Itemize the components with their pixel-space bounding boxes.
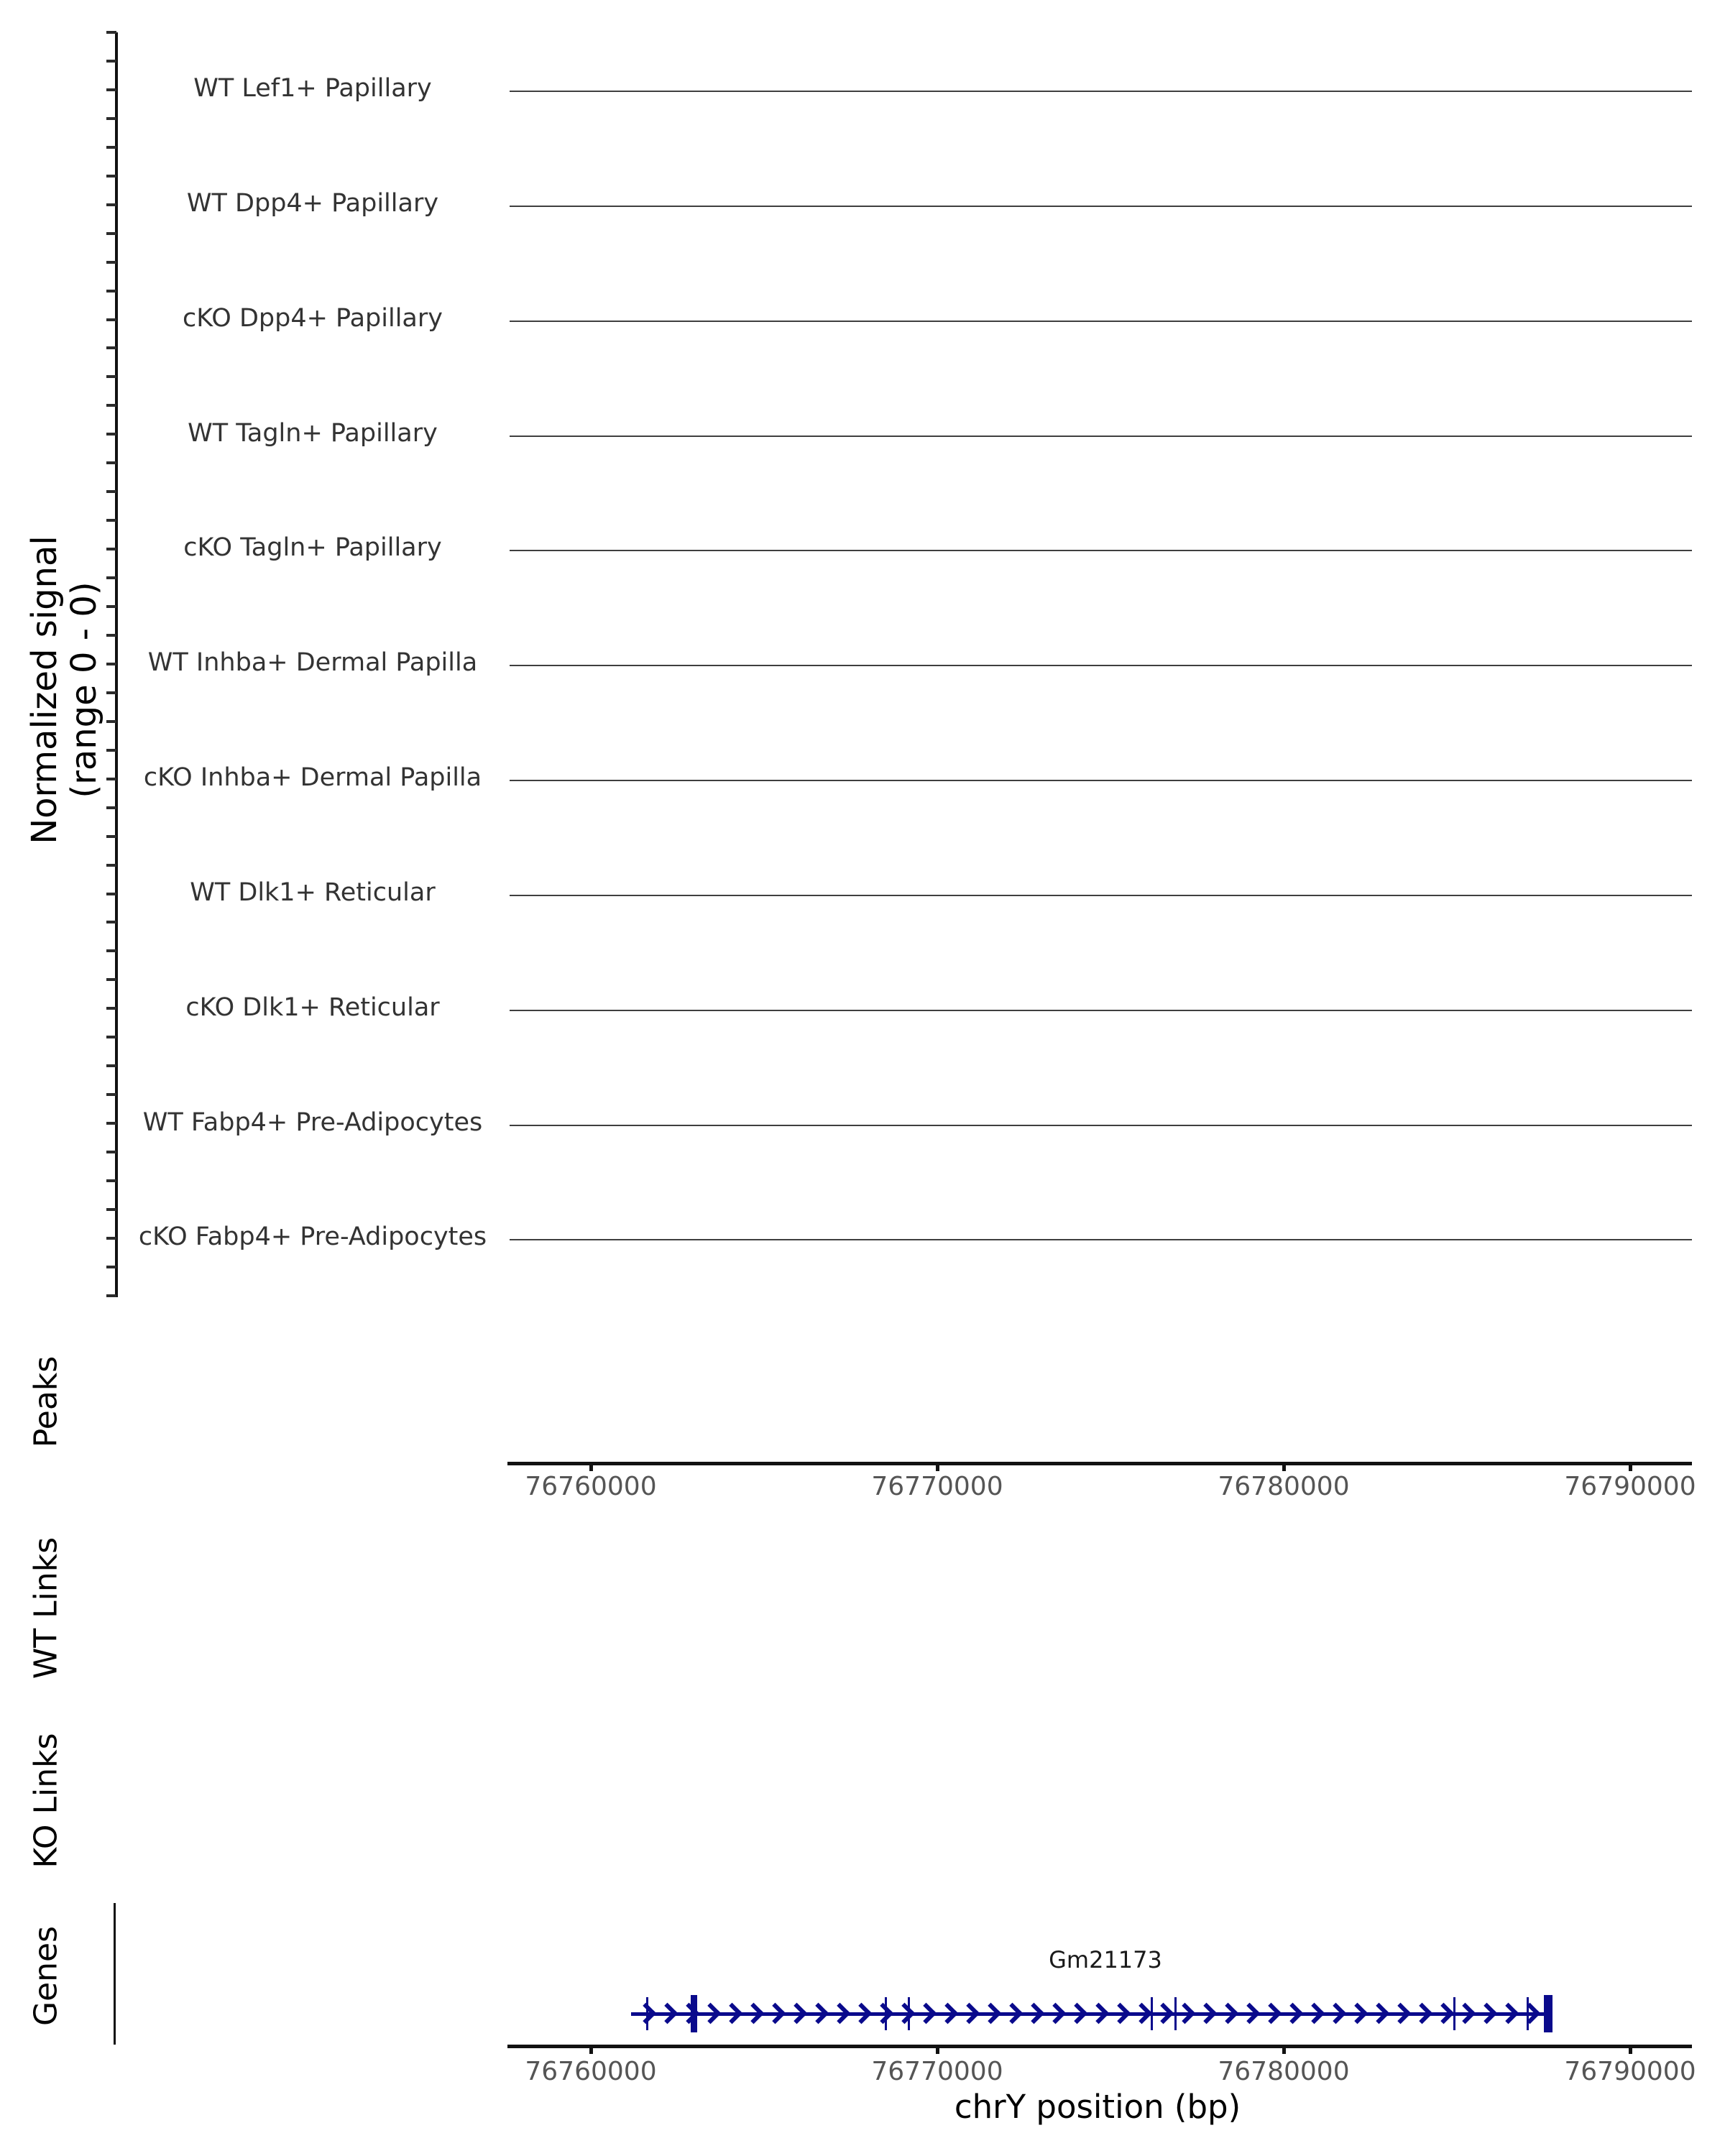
signal-y-axis-tick bbox=[106, 433, 116, 436]
gene-strand-arrow-icon bbox=[959, 2003, 980, 2024]
track-zero-line bbox=[510, 665, 1692, 666]
gene-strand-arrow-icon bbox=[1368, 2003, 1390, 2024]
track-label: cKO Inhba+ Dermal Papilla bbox=[143, 763, 482, 792]
signal-y-axis-tick bbox=[106, 146, 116, 149]
signal-y-axis-tick bbox=[106, 778, 116, 780]
signal-y-axis-tick bbox=[106, 921, 116, 923]
track-label: cKO Tagln+ Papillary bbox=[183, 533, 442, 562]
axis-tick-label: 76790000 bbox=[1564, 1472, 1696, 1501]
ko-links-section-label: KO Links bbox=[27, 1733, 65, 1869]
signal-y-axis-tick bbox=[106, 519, 116, 522]
axis-tick-label: 76780000 bbox=[1218, 1472, 1350, 1501]
signal-y-axis-tick bbox=[106, 978, 116, 981]
axis-tick-label: 76760000 bbox=[525, 1472, 657, 1501]
gene-strand-arrow-icon bbox=[1261, 2003, 1282, 2024]
signal-y-axis-tick bbox=[106, 893, 116, 895]
track-zero-line bbox=[510, 436, 1692, 437]
gene-strand-arrow-icon bbox=[873, 2003, 894, 2024]
signal-y-axis-tick bbox=[106, 1179, 116, 1182]
gene-strand-arrow-icon bbox=[1196, 2003, 1218, 2024]
genes-section-label: Genes bbox=[27, 1925, 65, 2027]
signal-y-axis-tick bbox=[106, 232, 116, 235]
gene-strand-arrow-icon bbox=[1045, 2003, 1067, 2024]
signal-y-axis-tick bbox=[106, 1151, 116, 1153]
track-label: cKO Dlk1+ Reticular bbox=[185, 993, 440, 1022]
signal-y-axis-tick bbox=[106, 346, 116, 349]
signal-y-axis-tick bbox=[106, 806, 116, 809]
gene-exon-mark bbox=[908, 1997, 910, 2030]
axis-tick-label: 76770000 bbox=[871, 2057, 1003, 2086]
signal-y-axis-tick bbox=[106, 1237, 116, 1240]
track-zero-line bbox=[510, 895, 1692, 896]
gene-strand-arrow-icon bbox=[1498, 2003, 1519, 2024]
gene-exon-mark bbox=[1453, 1997, 1455, 2030]
gene-strand-arrow-icon bbox=[765, 2003, 786, 2024]
gene-strand-arrow-icon bbox=[743, 2003, 765, 2024]
axis-tick-label: 76780000 bbox=[1218, 2057, 1350, 2086]
gene-strand-arrow-icon bbox=[1153, 2003, 1174, 2024]
signal-y-axis-tick bbox=[106, 290, 116, 292]
gene-strand-arrow-icon bbox=[1433, 2003, 1455, 2024]
signal-y-axis-label-line1: Normalized signal bbox=[24, 535, 65, 844]
signal-y-axis-tick bbox=[106, 261, 116, 264]
track-label: WT Lef1+ Papillary bbox=[193, 74, 432, 103]
signal-y-axis-tick bbox=[106, 835, 116, 838]
track-label: WT Dpp4+ Papillary bbox=[186, 189, 439, 218]
gene-strand-arrow-icon bbox=[980, 2003, 1002, 2024]
gene-strand-arrow-icon bbox=[1390, 2003, 1412, 2024]
track-label: cKO Dpp4+ Papillary bbox=[183, 304, 443, 333]
track-label: WT Fabp4+ Pre-Adipocytes bbox=[142, 1108, 483, 1137]
track-zero-line bbox=[510, 1239, 1692, 1240]
gene-strand-arrow-icon bbox=[937, 2003, 959, 2024]
signal-y-axis-tick bbox=[106, 1208, 116, 1211]
gene-strand-arrow-icon bbox=[786, 2003, 808, 2024]
axis-tick-label: 76770000 bbox=[871, 1472, 1003, 1501]
gene-exon-mark bbox=[1527, 1997, 1529, 2030]
signal-y-axis-tick bbox=[106, 1007, 116, 1010]
gene-strand-arrow-icon bbox=[1304, 2003, 1325, 2024]
signal-y-axis-tick bbox=[106, 60, 116, 63]
genome-axis-tick bbox=[589, 2046, 593, 2054]
genome-axis-tick bbox=[936, 2046, 939, 2054]
track-label: cKO Fabp4+ Pre-Adipocytes bbox=[138, 1222, 487, 1251]
track-zero-line bbox=[510, 206, 1692, 207]
gene-strand-arrow-icon bbox=[851, 2003, 873, 2024]
gene-strand-arrow-icon bbox=[1067, 2003, 1088, 2024]
signal-y-axis-tick bbox=[106, 1093, 116, 1096]
signal-y-axis-tick bbox=[106, 548, 116, 550]
gene-strand-arrow-icon bbox=[1174, 2003, 1196, 2024]
gene-strand-arrow-icon bbox=[657, 2003, 678, 2024]
gene-strand-arrow-icon bbox=[1002, 2003, 1024, 2024]
genome-axis-tick bbox=[1282, 2046, 1286, 2054]
gene-strand-arrow-icon bbox=[829, 2003, 851, 2024]
signal-y-axis-tick bbox=[106, 175, 116, 178]
signal-y-axis-tick bbox=[106, 117, 116, 120]
gene-strand-arrow-icon bbox=[1024, 2003, 1045, 2024]
gene-exon-mark bbox=[1174, 1997, 1177, 2030]
gene-strand-arrow-icon bbox=[1282, 2003, 1304, 2024]
genome-axis-tick bbox=[1282, 1463, 1286, 1471]
track-label: WT Dlk1+ Reticular bbox=[190, 878, 436, 907]
gene-strand-arrow-icon bbox=[808, 2003, 829, 2024]
gene-strand-arrow-icon bbox=[1131, 2003, 1153, 2024]
signal-y-axis-tick bbox=[106, 375, 116, 378]
gene-strand-arrow-icon bbox=[1218, 2003, 1239, 2024]
signal-y-axis-tick bbox=[106, 31, 116, 34]
gene-exon-mark bbox=[1151, 1997, 1153, 2030]
genome-axis-tick bbox=[589, 1463, 593, 1471]
gene-name-label: Gm21173 bbox=[1049, 1946, 1162, 1973]
gene-strand-arrow-icon bbox=[1110, 2003, 1131, 2024]
gene-strand-arrow-icon bbox=[894, 2003, 916, 2024]
signal-y-axis-tick bbox=[106, 461, 116, 464]
gene-strand-arrow-icon bbox=[1325, 2003, 1347, 2024]
signal-y-axis-label bbox=[25, 510, 104, 870]
axis-tick-label: 76790000 bbox=[1564, 2057, 1696, 2086]
track-zero-line bbox=[510, 1010, 1692, 1011]
axis-tick-label: 76760000 bbox=[525, 2057, 657, 2086]
signal-y-axis-tick bbox=[106, 576, 116, 579]
x-axis-title: chrY position (bp) bbox=[954, 2088, 1241, 2126]
peaks-section-label: Peaks bbox=[27, 1355, 65, 1448]
track-label: WT Inhba+ Dermal Papilla bbox=[147, 648, 478, 677]
signal-y-axis-tick bbox=[106, 88, 116, 91]
gene-exon-mark bbox=[1544, 1995, 1552, 2032]
gene-strand-arrow-icon bbox=[1455, 2003, 1476, 2024]
signal-y-axis-tick bbox=[106, 720, 116, 723]
signal-y-axis-tick bbox=[106, 605, 116, 608]
gene-strand-arrow-icon bbox=[1088, 2003, 1110, 2024]
signal-y-axis-tick bbox=[106, 404, 116, 407]
signal-y-axis-tick bbox=[106, 949, 116, 952]
gene-strand-arrow-icon bbox=[1519, 2003, 1541, 2024]
signal-y-axis-tick bbox=[106, 1122, 116, 1125]
peaks-genome-axis-line bbox=[507, 1462, 1692, 1465]
signal-y-axis-tick bbox=[106, 749, 116, 752]
bottom-genome-axis-line bbox=[507, 2045, 1692, 2048]
signal-y-axis-tick bbox=[106, 490, 116, 493]
track-zero-line bbox=[510, 550, 1692, 551]
signal-y-axis-tick bbox=[106, 1294, 116, 1297]
gene-exon-mark bbox=[646, 1997, 648, 2030]
signal-y-axis-tick bbox=[106, 318, 116, 321]
genome-axis-tick bbox=[1629, 2046, 1632, 2054]
genome-axis-tick bbox=[936, 1463, 939, 1471]
gene-strand-arrow-icon bbox=[1412, 2003, 1433, 2024]
genes-panel-bracket-line bbox=[114, 1903, 116, 2045]
track-zero-line bbox=[510, 1125, 1692, 1126]
signal-y-axis-tick bbox=[106, 1266, 116, 1268]
gene-strand-arrow-icon bbox=[1239, 2003, 1261, 2024]
signal-y-axis-tick bbox=[106, 203, 116, 206]
signal-y-axis-label-line2: (range 0 - 0) bbox=[64, 581, 104, 798]
gene-strand-arrow-icon bbox=[722, 2003, 743, 2024]
gene-strand-arrow-icon bbox=[1347, 2003, 1368, 2024]
track-label: WT Tagln+ Papillary bbox=[188, 419, 438, 448]
track-zero-line bbox=[510, 91, 1692, 92]
gene-strand-arrow-icon bbox=[916, 2003, 937, 2024]
signal-y-axis-tick bbox=[106, 634, 116, 637]
track-zero-line bbox=[510, 321, 1692, 322]
wt-links-section-label: WT Links bbox=[27, 1537, 65, 1680]
gene-strand-arrow-icon bbox=[700, 2003, 722, 2024]
signal-y-axis-tick bbox=[106, 691, 116, 694]
gene-exon-mark bbox=[691, 1995, 697, 2032]
gene-exon-mark bbox=[885, 1997, 887, 2030]
gene-strand-arrow-icon bbox=[1476, 2003, 1498, 2024]
signal-y-axis-tick bbox=[106, 864, 116, 867]
signal-y-axis-tick bbox=[106, 1064, 116, 1067]
signal-y-axis-tick bbox=[106, 1036, 116, 1038]
genome-axis-tick bbox=[1629, 1463, 1632, 1471]
signal-y-axis-tick bbox=[106, 663, 116, 665]
track-zero-line bbox=[510, 780, 1692, 781]
